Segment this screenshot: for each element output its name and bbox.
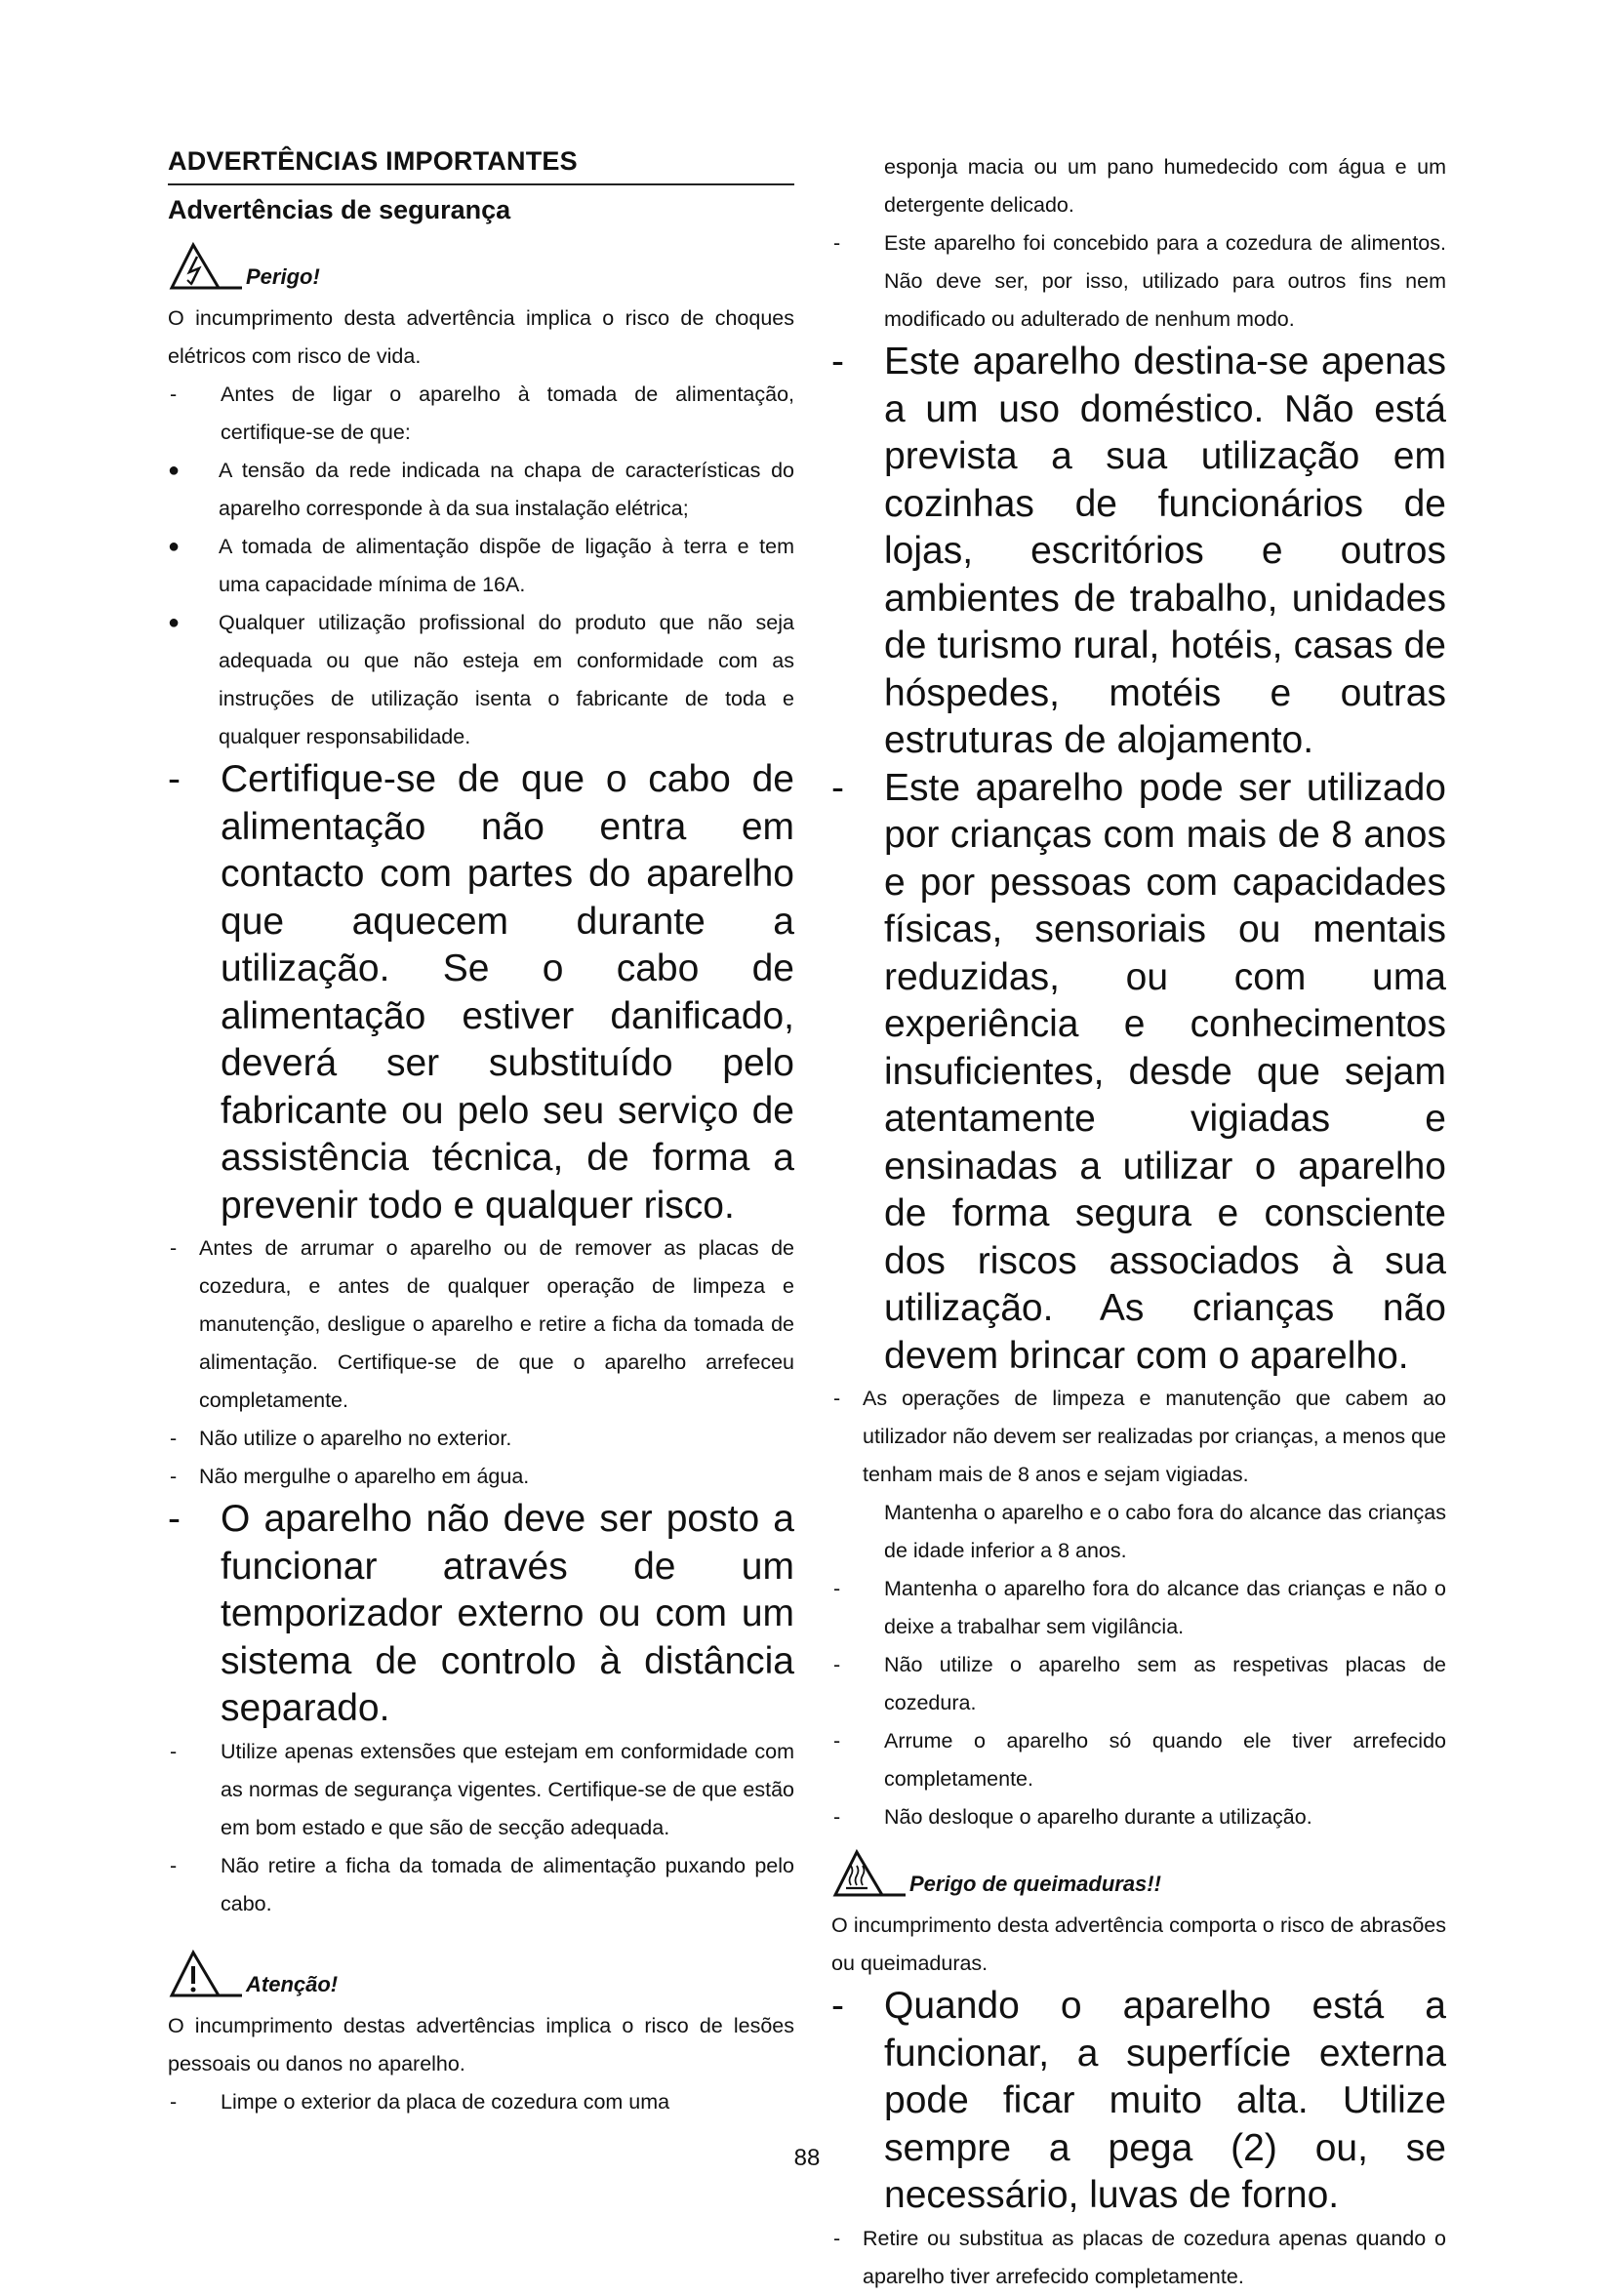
list-item	[168, 2083, 794, 2121]
emphasis-text: Este aparelho destina-se apenas a um uso doméstico. Não está prevista a sua utilização em cozinhas de funcionários de lojas, escritórios e outros ambientes de trabalho, unidades de turismo rural, hotéis, casas de hóspedes, motéis e outras estruturas de alojamento.	[884, 341, 1446, 761]
dash-marker: -	[833, 1577, 841, 1600]
danger-intro: O incumprimento desta advertência implica o risco de choques elétricos com risco de vida.	[168, 306, 794, 368]
dash-marker: -	[170, 1236, 178, 1260]
list-item-text: Este aparelho foi concebido para a cozedura de alimentos. Não deve ser, por isso, utilizado para outros fins nem modificado ou adulterado de nenhum modo.	[884, 231, 1446, 331]
emphasis-item	[168, 1496, 794, 1733]
hot-surface-warning-icon	[831, 1848, 908, 1899]
dash-marker: -	[833, 1387, 841, 1410]
list-item	[831, 1798, 1446, 1836]
list-item-text: Antes de ligar o aparelho à tomada de alimentação, certifique-se de que:	[221, 383, 794, 444]
list-item	[168, 1420, 794, 1458]
list-item	[831, 1722, 1446, 1798]
bullet-item	[168, 452, 794, 528]
subsection-heading: Advertências de segurança	[168, 195, 511, 224]
list-item	[831, 1646, 1446, 1722]
list-item	[831, 1380, 1446, 1494]
list-item-text: As operações de limpeza e manutenção que cabem ao utilizador não devem ser realizadas por crianças, a menos que tenham mais de 8 anos e sejam vigiadas.	[863, 1387, 1446, 1486]
emphasis-item	[831, 765, 1446, 1381]
list-item-text: esponja macia ou um pano humedecido com água e um detergente delicado.	[884, 155, 1446, 217]
danger-label: Perigo!	[246, 264, 320, 289]
emphasis-item	[831, 339, 1446, 765]
dash-marker: -	[831, 766, 844, 809]
list-item	[168, 1847, 794, 1923]
left-column	[168, 146, 794, 2121]
list-item-text: Utilize apenas extensões que estejam em conformidade com as normas de segurança vigentes. Certifique-se de que estão em bom estado e que são de secção adequada.	[221, 1739, 794, 1839]
attention-intro: O incumprimento destas advertências implica o risco de lesões pessoais ou danos no aparelho.	[168, 2013, 794, 2075]
page-number: 88	[793, 2145, 821, 2171]
bullet-item	[168, 604, 794, 756]
bullet-text: A tensão da rede indicada na chapa de características do aparelho corresponde à da sua instalação elétrica;	[219, 459, 794, 520]
list-item-text: Não desloque o aparelho durante a utilização.	[884, 1805, 1312, 1829]
list-item-text: Arrume o aparelho só quando ele tiver arrefecido completamente.	[884, 1729, 1446, 1791]
burn-warning-header	[831, 1848, 1446, 1899]
bullet-text: Qualquer utilização profissional do produto que não seja adequada ou que não esteja em conformidade com as instruções de utilização isenta o fabricante de toda e qualquer responsabilidade.	[219, 611, 794, 748]
emphasis-text: Certifique-se de que o cabo de alimentação não entra em contacto com partes do aparelho que aquecem durante a utilização. Se o cabo de alimentação estiver danificado, deverá ser substituído pelo fabricante ou pelo seu serviço de assistência técnica, de forma a prevenir todo e qualquer risco.	[221, 758, 794, 1227]
list-item-continued	[831, 148, 1446, 224]
dash-marker: -	[833, 2226, 841, 2250]
dash-marker: -	[833, 1805, 841, 1829]
list-item	[831, 2220, 1446, 2296]
dash-marker: -	[170, 1427, 178, 1450]
danger-warning-header	[168, 241, 794, 292]
dash-marker: -	[170, 1739, 178, 1763]
list-item-text: Mantenha o aparelho fora do alcance das crianças e não o deixe a trabalhar sem vigilância.	[884, 1577, 1446, 1638]
bullet-text: A tomada de alimentação dispõe de ligação à terra e tem uma capacidade mínima de 16A.	[219, 535, 794, 596]
dash-marker: -	[831, 341, 844, 383]
list-item-text: Limpe o exterior da placa de cozedura com uma	[221, 2089, 670, 2114]
list-item-text: Não utilize o aparelho sem as respetivas placas de cozedura.	[884, 1653, 1446, 1714]
list-item-text: Retire ou substitua as placas de cozedura apenas quando o aparelho tiver arrefecido completamente.	[863, 2226, 1446, 2288]
exclamation-warning-icon	[168, 1949, 244, 1999]
dash-marker: -	[833, 1653, 841, 1676]
list-item-text: Não retire a ficha da tomada de alimentação puxando pelo cabo.	[221, 1853, 794, 1915]
electric-shock-warning-icon	[168, 241, 244, 292]
attention-label: Atenção!	[246, 1971, 339, 1996]
bullet-marker: ●	[168, 612, 181, 633]
list-item-continued	[831, 1494, 1446, 1570]
dash-marker: -	[168, 1498, 181, 1540]
list-item	[168, 1458, 794, 1496]
bullet-marker: ●	[168, 460, 181, 481]
dash-marker: -	[833, 231, 841, 255]
emphasis-text: Este aparelho pode ser utilizado por crianças com mais de 8 anos e por pessoas com capacidades físicas, sensoriais ou mentais reduzidas, ou com uma experiência e conhecimentos insuficientes, desde que sejam atentamente vigiadas e ensinadas a utilizar o aparelho de forma segura e consciente dos riscos associados à sua utilização. As crianças não devem brincar com o aparelho.	[884, 766, 1446, 1377]
right-column	[831, 148, 1446, 2296]
emphasis-item	[831, 1983, 1446, 2220]
dash-marker: -	[170, 1853, 178, 1877]
burn-intro: O incumprimento desta advertência comporta o risco de abrasões ou queimaduras.	[831, 1913, 1446, 1975]
dash-marker: -	[170, 2089, 178, 2114]
bullet-item	[168, 528, 794, 604]
emphasis-item	[168, 756, 794, 1229]
dash-marker: -	[168, 758, 181, 800]
emphasis-text: O aparelho não deve ser posto a funcionar através de um temporizador externo ou com um sistema de controlo à distância separado.	[221, 1498, 794, 1729]
dash-marker: -	[170, 1465, 178, 1488]
list-item-text: Antes de arrumar o aparelho ou de remover as placas de cozedura, e antes de qualquer operação de limpeza e manutenção, desligue o aparelho e retire a ficha da tomada de alimentação. Certifique-se de que o aparelho arrefeceu completamente.	[199, 1236, 794, 1412]
list-item-text: Não mergulhe o aparelho em água.	[199, 1465, 530, 1488]
list-item-text: Mantenha o aparelho e o cabo fora do alcance das crianças de idade inferior a 8 anos.	[884, 1501, 1446, 1562]
list-item	[168, 1733, 794, 1847]
dash-marker: -	[831, 1985, 844, 2027]
list-item	[831, 224, 1446, 339]
list-item	[168, 376, 794, 452]
attention-warning-header	[168, 1949, 794, 1999]
dash-marker: -	[170, 383, 178, 406]
list-item-text: Não utilize o aparelho no exterior.	[199, 1427, 512, 1450]
list-item	[831, 1570, 1446, 1646]
bullet-marker: ●	[168, 536, 181, 557]
section-heading: ADVERTÊNCIAS IMPORTANTES	[168, 146, 794, 185]
list-item	[168, 1229, 794, 1420]
dash-marker: -	[833, 1729, 841, 1752]
emphasis-text: Quando o aparelho está a funcionar, a superfície externa pode ficar muito alta. Utilize sempre a pega (2) ou, se necessário, luvas de forno.	[884, 1985, 1446, 2216]
burn-label: Perigo de queimaduras!!	[909, 1872, 1161, 1896]
